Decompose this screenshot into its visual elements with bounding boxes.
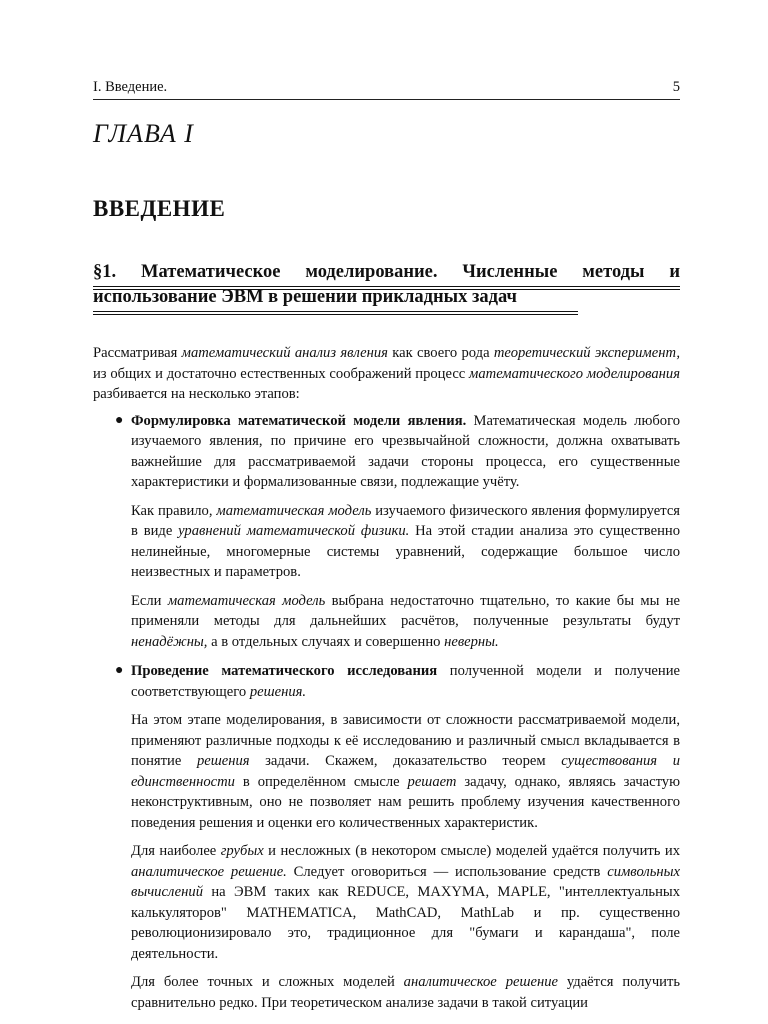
bullet-paragraph: Для более точных и сложных моделей аналитическое решение удаётся получить сравнительно редко. При теоретическом анализе задачи в такой ситуации <box>131 974 681 1011</box>
heading-rule <box>93 289 680 290</box>
list-item <box>93 661 680 1013</box>
bullet-paragraph: Как правило, математическая модель изучаемого физического явления формулируется в виде уравнений математической физики. На этой стадии анализа это существенно нелинейные, многомерные системы уравнений, содержащие большое число неизвестных и параметров. <box>131 502 681 580</box>
chapter-label: ГЛАВА I <box>93 119 194 148</box>
running-title: I. Введение. <box>93 79 168 95</box>
header-rule <box>93 99 680 100</box>
section-heading <box>93 260 680 310</box>
bullet-lead: Проведение математического исследования <box>131 663 438 679</box>
page-number: 5 <box>672 79 680 95</box>
running-header <box>93 78 680 96</box>
heading-rule <box>93 311 578 312</box>
bullet-icon: ● <box>115 412 124 428</box>
heading-rule <box>93 286 680 287</box>
section-heading-line-1: §1. Математическое моделирование. Численные методы и <box>93 262 680 282</box>
intro-paragraph: Рассматривая математический анализ явления как своего рода теоретический эксперимент, из общих и достаточно естественных соображений процесс математического моделирования разбивается на несколько этапов: <box>93 345 681 402</box>
chapter-title: ВВЕДЕНИЕ <box>93 196 226 221</box>
bullet-icon: ● <box>115 663 124 678</box>
section-heading-line-2: использование ЭВМ в решении прикладных задач <box>93 287 517 307</box>
bullet-paragraph: Формулировка математической модели явления. Математическая модель любого изучаемого явления, по причине его чрезвычайной сложности, должна охватывать важнейшие для рассматриваемой задачи стороны процесса, его существенные характеристики и формализованные связи, подлежащие учёту. <box>131 412 681 490</box>
bullet-paragraph: На этом этапе моделирования, в зависимости от сложности рассматриваемой модели, применяют различные подходы к её исследованию и различный смысл вкладывается в понятие решения задачи. Скажем, доказательство теорем существования и единственности в определённом смысле решает задачу, однако, являясь зачастую неконструктивным, оно не позволяет нам решить проблему изучения качественного поведения решения и оценки его количественных характеристик. <box>131 712 681 831</box>
heading-rule <box>93 314 578 315</box>
bullet-paragraph: Для наиболее грубых и несложных (в некотором смысле) моделей удаётся получить их аналитическое решение. Следует оговориться — использование средств символьных вычислений на ЭВМ таких как REDUCE, MAXYMA, MAPLE, "интеллектуальных калькуляторов" MATHEMATICA, MathCAD, MathLab и пр. существенно революционизировало это, традиционное для "бумаги и карандаша", поле деятельности. <box>131 843 680 962</box>
list-item <box>93 411 680 653</box>
body-text <box>93 343 680 1013</box>
bullet-lead: Формулировка математической модели явления. <box>131 412 467 429</box>
bullet-paragraph: Если математическая модель выбрана недостаточно тщательно, то какие бы мы не применяли методы для дальнейших расчётов, полученные результаты будут ненадёжны, а в отдельных случаях и совершенно неверны. <box>131 592 680 650</box>
bullet-paragraph: Проведение математического исследования полученной модели и получение соответствующего решения. <box>131 663 680 700</box>
